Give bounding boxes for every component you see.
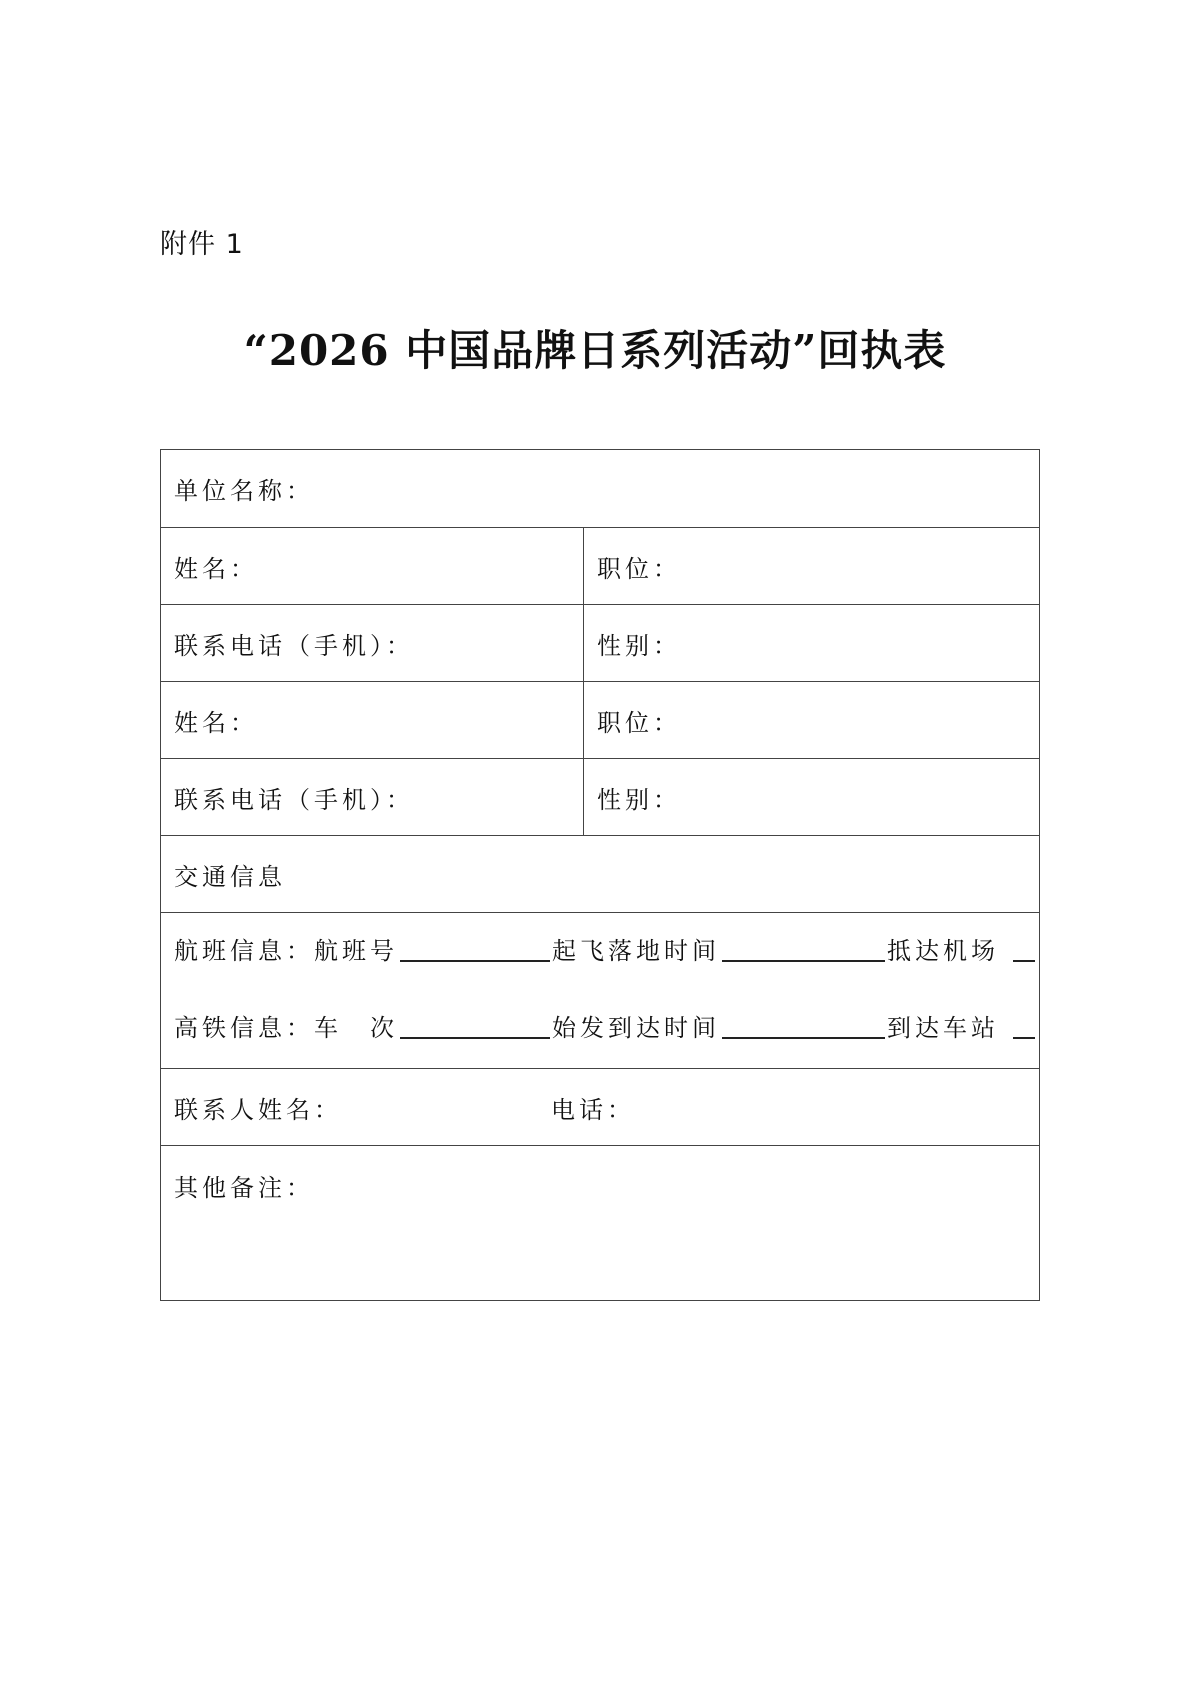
flight-time-label: 起飞落地时间 bbox=[552, 937, 720, 965]
person-1-phone-row bbox=[161, 604, 1039, 681]
unit-name-row bbox=[161, 450, 1039, 527]
person-2-phone-field[interactable]: 联系电话（手机）： bbox=[161, 759, 584, 835]
train-time-label: 始发到达时间 bbox=[552, 1014, 720, 1042]
arrival-station-label: 到达车站 bbox=[887, 1014, 999, 1042]
person-2-phone-row bbox=[161, 758, 1039, 835]
contact-phone-field[interactable]: 电话： bbox=[551, 1095, 635, 1124]
flight-info-line bbox=[174, 931, 1039, 966]
transport-details-row bbox=[161, 912, 1039, 1068]
contact-name-field[interactable]: 联系人姓名： bbox=[174, 1095, 342, 1124]
person-1-name-field[interactable]: 姓名： bbox=[161, 528, 584, 604]
train-time-blank[interactable] bbox=[722, 1013, 885, 1039]
train-info-line bbox=[174, 1008, 1039, 1043]
flight-time-blank[interactable] bbox=[722, 936, 885, 962]
person-2-gender-field[interactable]: 性别： bbox=[597, 785, 681, 814]
person-1-position-field[interactable]: 职位： bbox=[597, 554, 681, 583]
person-1-phone-field[interactable]: 联系电话（手机）： bbox=[161, 605, 584, 681]
attachment-label: 附件 1 bbox=[160, 229, 244, 260]
person-2-name-field[interactable]: 姓名： bbox=[161, 682, 584, 758]
unit-name-field[interactable]: 单位名称： bbox=[174, 477, 314, 505]
remarks-field[interactable]: 其他备注： bbox=[174, 1174, 314, 1202]
arrival-airport-blank[interactable] bbox=[1013, 936, 1035, 962]
contact-row bbox=[161, 1068, 1039, 1145]
person-1-gender-field[interactable]: 性别： bbox=[597, 631, 681, 660]
person-2-name-row bbox=[161, 681, 1039, 758]
remarks-row bbox=[161, 1145, 1039, 1300]
train-number-blank[interactable] bbox=[400, 1013, 550, 1039]
train-number-label: 高铁信息：车 次 bbox=[174, 1014, 398, 1042]
flight-number-label: 航班信息：航班号 bbox=[174, 937, 398, 965]
person-1-name-row bbox=[161, 527, 1039, 604]
arrival-station-blank[interactable] bbox=[1013, 1013, 1035, 1039]
flight-number-blank[interactable] bbox=[400, 936, 550, 962]
transport-header: 交通信息 bbox=[174, 862, 286, 891]
document-title: “2026 中国品牌日系列活动”回执表 bbox=[243, 326, 947, 375]
reply-form-table bbox=[160, 449, 1040, 1301]
person-2-position-field[interactable]: 职位： bbox=[597, 708, 681, 737]
arrival-airport-label: 抵达机场 bbox=[887, 937, 999, 965]
transport-header-row bbox=[161, 835, 1039, 912]
